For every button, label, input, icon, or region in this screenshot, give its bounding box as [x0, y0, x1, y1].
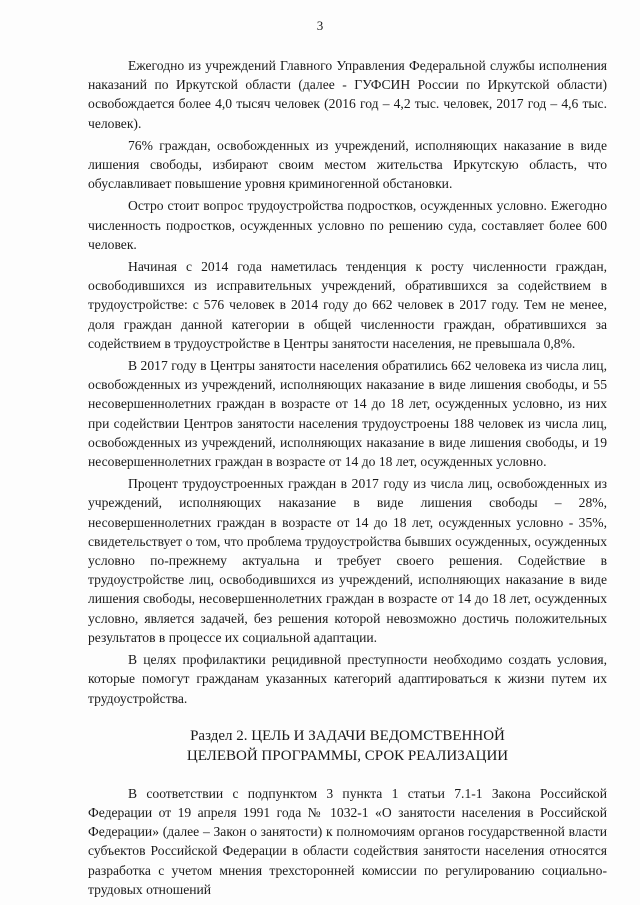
- section-heading: [88, 726, 607, 766]
- paragraph-release-stats: Ежегодно из учреждений Главного Управления Федеральной службы исполнения наказаний по Иркутской области (далее - ГУФСИН России по Иркутской области) освобождается более 4,0 тысяч человек (2016 год – 4,2 тыс. человек, 2017 год – 4,6 тыс. человек).: [88, 58, 607, 131]
- paragraph-prevention: В целях профилактики рецидивной преступности необходимо создать условия, которые помогут гражданам указанных категорий адаптироваться к жизни путем их трудоустройства.: [88, 652, 607, 706]
- section-heading-line1: Раздел 2. ЦЕЛЬ И ЗАДАЧИ ВЕДОМСТВЕННОЙ: [190, 727, 505, 744]
- paragraph-teen-employment: Остро стоит вопрос трудоустройства подростков, осужденных условно. Ежегодно численность подростков, осужденных условно по решению суда, составляет более 600 человек.: [88, 198, 607, 252]
- page-number: 3: [316, 18, 324, 33]
- paragraph-percent-employed: Процент трудоустроенных граждан в 2017 году из числа лиц, освобожденных из учреждений, исполняющих наказание в виде лишения свободы – 28%, несовершеннолетних граждан в возрасте от 14 до 18 лет, осужденных условно - 35%, свидетельствует о том, что проблема трудоустройства бывших осужденных, осужденных условно по-прежнему актуальна и требует своего решения. Содействие в трудоустройстве лиц, освободившихся из учреждений, исполняющих наказание в виде лишения свободы, несовершеннолетних граждан в возрасте от 14 до 18 лет, осужденных условно, является задачей, без решения которой невозможно достичь положительных результатов в процессе их социальной адаптации.: [88, 476, 607, 645]
- paragraph-2017-centers: В 2017 году в Центры занятости населения обратились 662 человека из числа лиц, освобожденных из учреждений, исполняющих наказание в виде лишения свободы, и 55 несовершеннолетних граждан в возрасте от 14 до 18 лет, осужденных условно, из них при содействии Центров занятости населения трудоустроены 188 человек из числа лиц, освобожденных из учреждений, исполняющих наказание в виде лишения свободы, и 19 несовершеннолетних граждан в возрасте от 14 до 18 лет, осужденных условно.: [88, 358, 607, 470]
- document-body: [88, 56, 607, 899]
- paragraph-trend: Начиная с 2014 года наметилась тенденция к росту численности граждан, освободившихся из исправительных учреждений, обратившихся за содействием в трудоустройстве: с 576 человек в 2014 году до 662 человек в 2017 году. Тем не менее, доля граждан данной категории в общей численности граждан, обратившихся за содействием в трудоустройстве в Центры занятости населения, не превышала 0,8%.: [88, 259, 607, 351]
- paragraph-residence: 76% граждан, освобожденных из учреждений, исполняющих наказание в виде лишения свободы, избирают своим местом жительства Иркутскую область, что обуславливает повышение уровня криминогенной обстановки.: [88, 137, 607, 192]
- section-heading-line2: ЦЕЛЕВОЙ ПРОГРАММЫ, СРОК РЕАЛИЗАЦИИ: [186, 747, 509, 764]
- paragraph-law-reference: В соответствии с подпунктом 3 пункта 1 статьи 7.1-1 Закона Российской Федерации от 19 апреля 1991 года № 1032-1 «О занятости населения в Российской Федерации» (далее – Закон о занятости) к полномочиям органов государственной власти субъектов Российской Федерации в области содействия занятости населения относятся разработка с учетом мнения трехсторонней комиссии по регулированию социально-трудовых отношений: [88, 785, 607, 897]
